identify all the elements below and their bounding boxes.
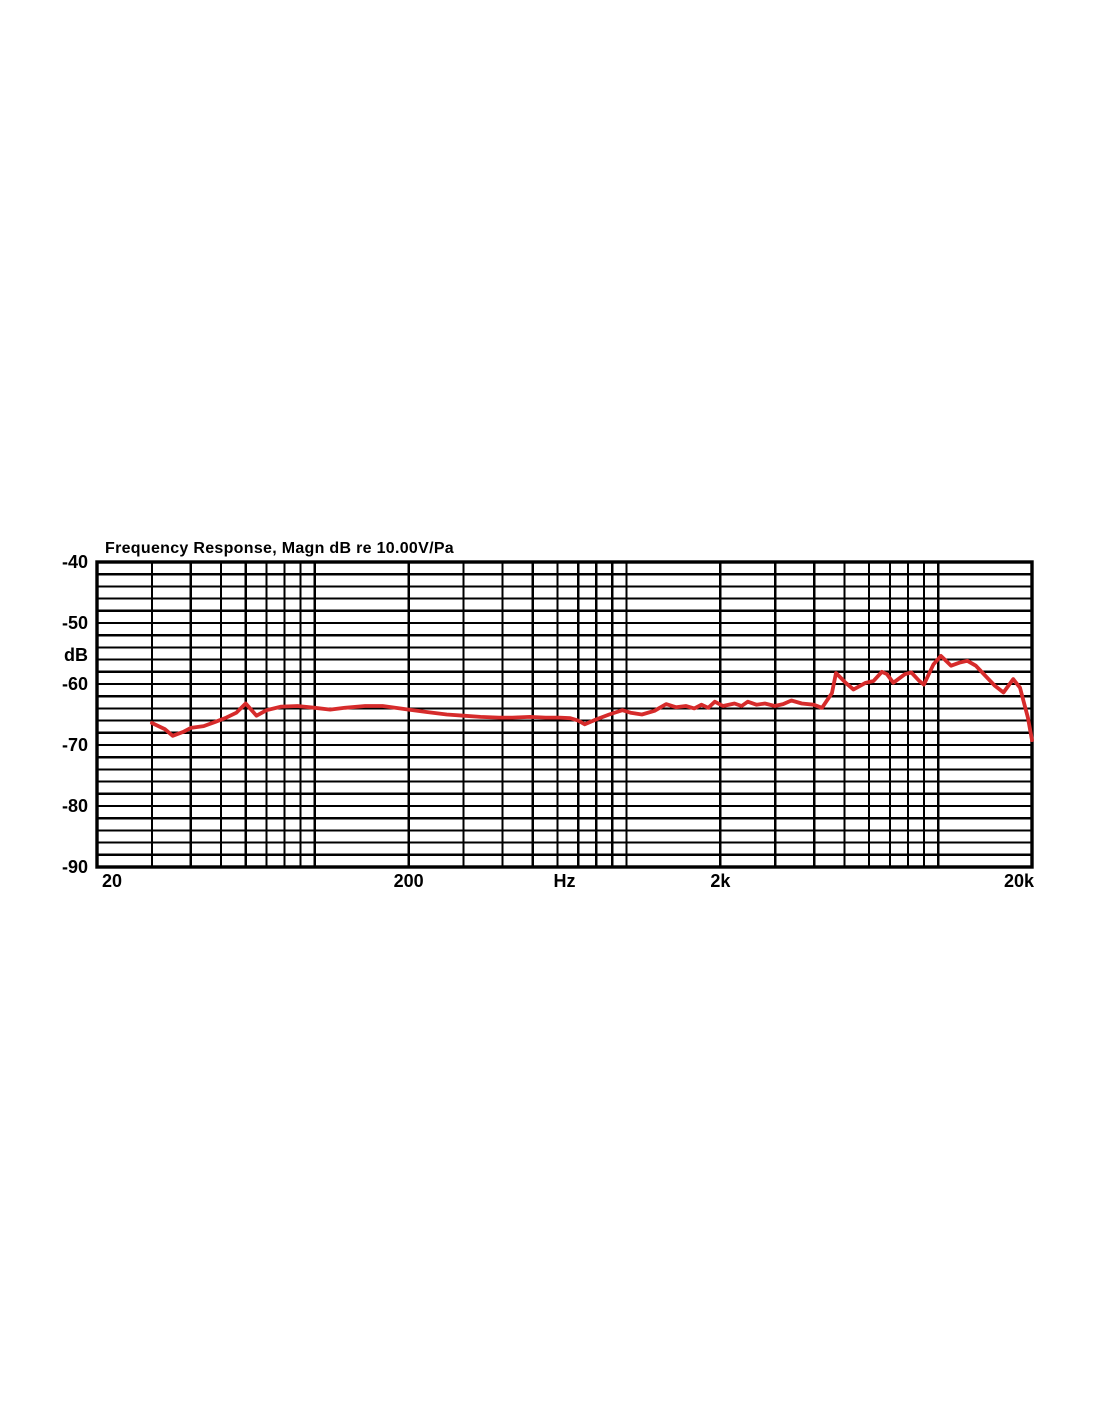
x-tick-label: 2k (710, 871, 731, 891)
x-axis-tick-labels (0, 869, 1100, 893)
y-tick-label: -40 (61, 552, 88, 572)
y-tick-label: -80 (61, 796, 88, 816)
x-tick-label: 20k (1003, 871, 1034, 891)
y-axis-unit-label: dB (64, 645, 88, 666)
y-tick-label: -50 (61, 613, 88, 633)
x-tick-label: 20 (102, 871, 123, 891)
y-tick-label: -60 (61, 674, 88, 694)
x-tick-label: Hz (553, 871, 576, 891)
y-tick-label: -70 (61, 735, 88, 755)
plot-area (97, 562, 1032, 867)
y-axis-tick-labels (30, 0, 88, 1422)
y-tick-label: -90 (61, 857, 88, 877)
x-tick-label: 200 (393, 871, 424, 891)
gridlines (97, 562, 1032, 867)
chart-title: Frequency Response, Magn dB re 10.00V/Pa (105, 540, 455, 557)
plot-border (97, 562, 1032, 867)
